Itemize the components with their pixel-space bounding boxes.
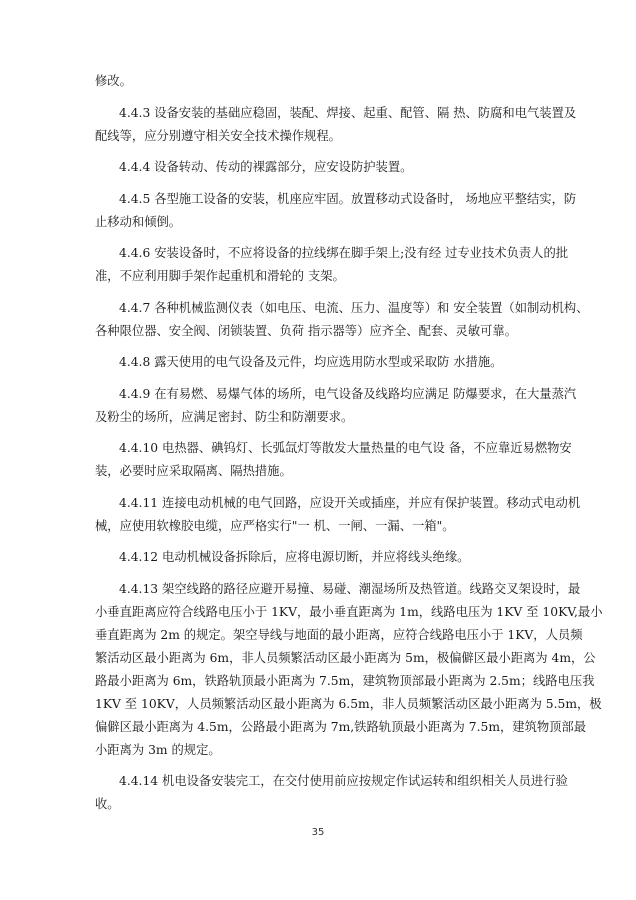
paragraph	[95, 383, 577, 429]
text-line: 4.4.9 在有易燃、易爆气体的场所，电气设备及线路均应满足 防爆要求，在大量蒸汽	[119, 386, 577, 401]
text-line: 4.4.7 各种机械监测仪表（如电压、电流、压力、温度等）和 安全装置（如制动机构、	[119, 300, 589, 315]
text-line: 4.4.4 设备转动、传动的裸露部分，应安设防护装置。	[119, 160, 413, 174]
paragraph	[95, 188, 577, 234]
text-line: 4.4.10 电热器、碘钨灯、长弧氙灯等散发大量热量的电气设 备，不应靠近易燃物安	[119, 441, 572, 455]
text-line: 4.4.6 安装设备时，不应将设备的拉线绑在脚手架上;没有经 过专业技术负责人的批	[119, 246, 569, 260]
text-line: 1KV 至 10KV，人员频繁活动区最小距离为 6.5m，非人员频繁活动区最小距离为 5.5m，极	[95, 696, 602, 711]
paragraph	[95, 351, 544, 374]
text-line: 4.4.8 露天使用的电气设备及元件，均应选用防水型或采取防 水措施。	[119, 355, 503, 369]
text-line: 收。	[95, 797, 120, 811]
text-line: 装，必要时应采取隔离、隔热措施。	[95, 464, 292, 478]
paragraph	[95, 297, 589, 343]
paragraph	[95, 770, 568, 816]
text-line: 4.4.12 电动机械设备拆除后，应将电源切断，并应将线头绝缘。	[119, 550, 470, 564]
text-line: 4.4.13 架空线路的路径应避开易撞、易碰、潮湿场所及热管道。线路交叉架设时，最	[119, 581, 581, 596]
paragraph	[95, 437, 572, 483]
text-line: 修改。	[95, 74, 132, 88]
text-line: 路最小距离为 6m，铁路轨顶最小距离为 7.5m，建筑物顶部最小距离为 2.5m；线路电压我	[95, 673, 595, 688]
text-line: 止移动和倾倒。	[95, 214, 182, 229]
text-line: 4.4.3 设备安装的基础应稳固，装配、焊接、起重、配管、隔 热、防腐和电气装置及	[119, 105, 577, 120]
body-text	[95, 70, 603, 825]
page-number: 35	[311, 827, 325, 838]
text-line: 准，不应利用脚手架作起重机和滑轮的 支架。	[95, 269, 345, 283]
text-line: 4.4.11 连接电动机械的电气回路，应设开关或插座，并应有保护装置。移动式电动机	[119, 495, 581, 510]
paragraph	[95, 578, 603, 762]
text-line: 4.4.5 各型施工设备的安装，机座应牢固。放置移动式设备时， 场地应平整结实，防	[119, 191, 577, 206]
text-line: 械，应使用软橡胶电缆，应严格实行"一 机、一闸、一漏、一箱"。	[95, 518, 455, 533]
text-line: 小垂直距离应符合线路电压小于 1KV，最小垂直距离为 1m，线路电压为 1KV 至 10KV,最小	[95, 604, 603, 619]
paragraph	[95, 492, 581, 538]
paragraph	[95, 102, 577, 148]
text-line: 配线等，应分别遵守相关安全技术操作规程。	[95, 128, 341, 143]
paragraph	[95, 70, 544, 93]
text-line: 偏僻区最小距离为 4.5m，公路最小距离为 7m,铁路轨顶最小距离为 7.5m，建筑物顶部最	[95, 719, 587, 734]
text-line: 4.4.14 机电设备安装完工，在交付使用前应按规定作试运转和组织相关人员进行验	[119, 774, 568, 788]
text-line: 及粉尘的场所，应满足密封、防尘和防潮要求。	[95, 409, 354, 424]
text-line: 小距离为 3m 的规定。	[95, 742, 221, 757]
paragraph	[95, 242, 569, 288]
text-line: 各种限位器、安全阀、闭锁装置、负荷 指示器等）应齐全、配套、灵敏可靠。	[95, 323, 518, 338]
text-line: 繁活动区最小距离为 6m，非人员频繁活动区最小距离为 5m，极偏僻区最小距离为 4m，公	[95, 650, 596, 665]
paragraph	[95, 546, 544, 569]
text-line: 垂直距离为 2m 的规定。架空导线与地面的最小距离，应符合线路电压小于 1KV，人员频	[95, 627, 583, 642]
paragraph	[95, 156, 544, 179]
